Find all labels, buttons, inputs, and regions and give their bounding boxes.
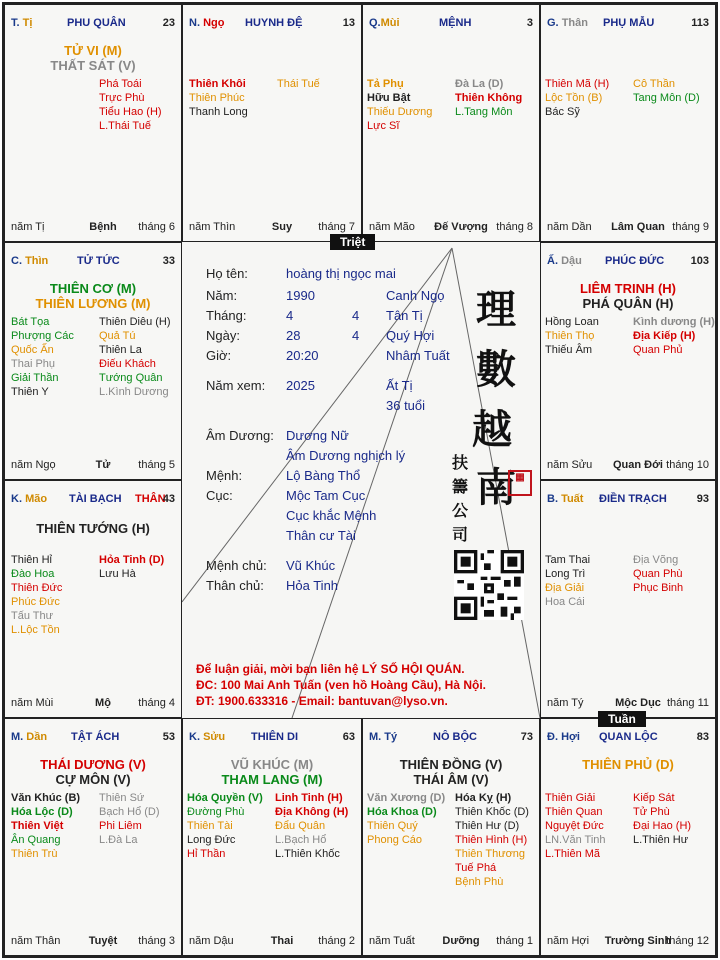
qr-code[interactable] (454, 550, 524, 620)
contact-line-2: ĐC: 100 Mai Anh Tuấn (ven hồ Hoàng Cầu), Hà Nội. (196, 678, 487, 692)
cell-hoi[interactable] (540, 718, 716, 956)
cell-dan[interactable] (4, 718, 182, 956)
star-column-left: Thiên Hỉ Đào Hoa Thiên Đức Phúc Đức Tấu Thư L.Lộc Tồn (11, 554, 63, 636)
star-column-left: Văn Khúc (B) Hóa Lộc (D) Thiên Việt Ân Quang Thiên Trù (11, 792, 81, 860)
cell-than[interactable] (540, 4, 716, 242)
main-stars: THIÊN ĐỒNG (V) THÁI ÂM (V) (399, 757, 503, 787)
cell-tuat[interactable] (540, 480, 716, 718)
triet-tag: Triệt (330, 234, 375, 250)
star-column-left: Văn Xương (D) Hóa Khoa (D) Thiên Quý Phong Cáo (367, 792, 446, 846)
calligraphy-char-4: 南 (476, 464, 516, 511)
calligraphy-char-2: 數 (476, 346, 516, 393)
cell-header: N. Ngọ HUYNH ĐỆ 13 (189, 17, 355, 29)
star-column-right: Phá Toái Trực Phù Tiểu Hao (H) L.Thái Tuế (99, 78, 162, 132)
star-column-right: Hóa Kỵ (H) Thiên Khốc (D) Thiên Hư (D) Thiên Hình (H) Thiên Thương Tuế Phá Bệnh Phù (455, 792, 529, 888)
cell-header: G. Thân PHỤ MẪU 113 (547, 17, 709, 29)
cell-header: C. Thìn TỬ TỨC 33 (11, 255, 175, 267)
star-column-left: Thiên Giải Thiên Quan Nguyệt Đức LN.Văn Tinh L.Thiên Mã (545, 792, 606, 860)
star-column-left: Thiên Khôi Thiên Phúc Thanh Long (189, 78, 248, 118)
cell-header: T. Tị PHU QUÂN 23 (11, 17, 175, 29)
star-column-right: Linh Tinh (H) Địa Không (H) Đẩu Quân L.Bạch Hổ L.Thiên Khốc (275, 792, 349, 860)
cell-header: K. Sửu THIÊN DI 63 (189, 731, 355, 743)
cell-ti[interactable] (4, 4, 182, 242)
cell-header: K. Mão TÀI BẠCH THÂN 43 (11, 493, 175, 505)
star-column-left: Hóa Quyền (V) Đường Phù Thiên Tài Long Đức Hỉ Thần (187, 792, 263, 860)
cell-footer: năm Mùi Mộ tháng 4 (11, 697, 175, 709)
tuan-tag: Tuần (598, 711, 646, 727)
main-stars: THIÊN TƯỚNG (H) (36, 521, 150, 536)
calligraphy-char-1: 理 (476, 286, 516, 333)
cell-header: B. Tuất ĐIỀN TRẠCH 93 (547, 493, 709, 505)
star-column-left: Bát Tọa Phượng Các Quốc Ấn Thai Phụ Giải Thần Thiên Y (11, 316, 74, 398)
cell-mui[interactable] (362, 4, 540, 242)
star-column-right: Thiên Diêu (H) Quả Tú Thiên La Điếu Khách Tướng Quân L.Kình Dương (99, 316, 171, 398)
cell-footer: năm Dần Lâm Quan tháng 9 (547, 221, 709, 233)
star-column-left: Tam Thai Long Trì Địa Giải Hoa Cái (545, 554, 591, 608)
cell-ngo[interactable] (182, 4, 362, 242)
cell-mao[interactable] (4, 480, 182, 718)
center-info-panel: Họ tên: hoàng thị ngọc mai Năm: 1990 Canh Ngọ Tháng: 4 4 Tân Tị Ngày: 28 4 Quý Hợi Giờ: 20:20 Nhâm Tuất Năm xem: 2025 Ất Tị 36 tuổi Âm Dương: Dương Nữ Âm Dương nghịch lý Mệnh: Lộ Bàng Thổ Cục: Mộc Tam Cục Cục khắc Mệnh Thân cư Tài Mệnh chủ: Vũ Khúc Thân chủ: Hỏa Tinh 理 數 越 南 扶 籌 公 司 ▦ Để luận giải, mời bạn liên hệ LÝ SỐ HỘI QUÁN. ĐC: 100 Mai Anh Tuấn (ven hồ Hoàng Cầu), Hà Nội. ĐT: 1900.633316 - Email: bantuvan@lyso.vn. (182, 242, 540, 718)
small-calligraphy-2: 籌 (452, 477, 469, 496)
cell-dau[interactable] (540, 242, 716, 480)
main-stars: VŨ KHÚC (M) THAM LANG (M) (221, 757, 323, 787)
cell-footer: năm Ngọ Tử tháng 5 (11, 459, 175, 471)
main-stars: THIÊN CƠ (M) THIÊN LƯƠNG (M) (35, 281, 151, 311)
cell-footer: năm Dậu Thai tháng 2 (189, 935, 355, 947)
star-column-right: Kiếp Sát Tử Phù Đại Hao (H) L.Thiên Hư (633, 792, 692, 846)
cell-header: Ấ. Dậu PHÚC ĐỨC 103 (547, 255, 709, 267)
star-column-left: Hồng Loan Thiên Thọ Thiếu Âm (545, 316, 599, 356)
star-column-right: Thái Tuế (277, 78, 320, 90)
cell-footer: năm Tý Mộc Dục tháng 11 (547, 697, 709, 709)
contact-line-1: Để luận giải, mời bạn liên hệ LÝ SỐ HỘI QUÁN. (196, 662, 465, 676)
cell-ty[interactable] (362, 718, 540, 956)
red-seal: ▦ (508, 470, 532, 496)
cell-footer: năm Thìn Suy tháng 7 (189, 221, 355, 233)
cell-header: M. Dần TẬT ÁCH 53 (11, 731, 175, 743)
cell-footer: năm Mão Đế Vượng tháng 8 (369, 221, 533, 233)
star-column-left: Thiên Mã (H) Lộc Tồn (B) Bác Sỹ (545, 78, 610, 118)
star-column-left: Tả Phụ Hữu Bật Thiếu Dương Lực Sĩ (367, 78, 433, 132)
cell-footer: năm Tuất Dưỡng tháng 1 (369, 935, 533, 947)
small-calligraphy-1: 扶 (452, 453, 469, 472)
star-column-right: Đà La (D) Thiên Không L.Tang Môn (455, 78, 523, 118)
small-calligraphy-3: 公 (452, 501, 469, 520)
cell-header: Q.Mùi MỆNH 3 (369, 17, 533, 29)
contact-line-3[interactable]: ĐT: 1900.633316 - Email: bantuvan@lyso.vn. (196, 694, 448, 708)
star-column-right: Hỏa Tinh (D) Lưu Hà (99, 554, 165, 580)
cell-suu[interactable] (182, 718, 362, 956)
cell-thin[interactable] (4, 242, 182, 480)
star-column-right: Kình dương (H) Địa Kiếp (H) Quan Phủ (633, 316, 715, 356)
main-stars: LIÊM TRINH (H) PHÁ QUÂN (H) (579, 281, 677, 311)
calligraphy-char-3: 越 (472, 406, 512, 453)
cell-header: M. Tý NÔ BỘC 73 (369, 731, 533, 743)
cell-footer: năm Sửu Quan Đới tháng 10 (547, 459, 709, 471)
small-calligraphy-4: 司 (452, 525, 469, 544)
star-column-right: Thiên Sứ Bạch Hổ (D) Phi Liêm L.Đà La (99, 792, 160, 846)
cell-footer: năm Hợi Trường Sinh tháng 12 (547, 935, 709, 947)
main-stars: TỬ VI (M) THẤT SÁT (V) (50, 43, 136, 73)
star-column-right: Cô Thần Tang Môn (D) (633, 78, 700, 104)
main-stars: THIÊN PHỦ (D) (582, 757, 674, 772)
main-stars: THÁI DƯƠNG (V) CỰ MÔN (V) (40, 757, 146, 787)
star-column-right: Địa Võng Quan Phù Phục Binh (633, 554, 684, 594)
cell-footer: năm Thân Tuyệt tháng 3 (11, 935, 175, 947)
cell-header: Đ. Hợi QUAN LỘC 83 (547, 731, 709, 743)
chart-board (2, 2, 718, 958)
cell-footer: năm Tị Bệnh tháng 6 (11, 221, 175, 233)
